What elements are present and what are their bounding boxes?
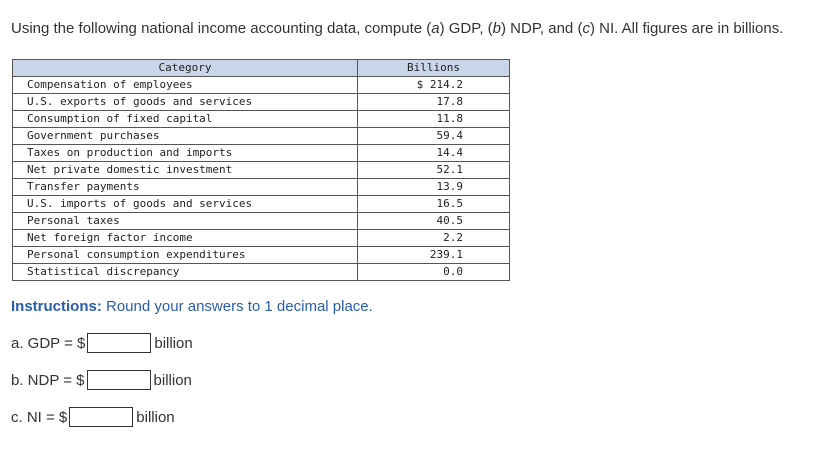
row-value: $ 214.2 xyxy=(358,77,510,94)
instructions xyxy=(11,298,373,315)
row-value: 13.9 xyxy=(358,179,510,196)
ndp-unit: billion xyxy=(153,371,192,389)
ni-unit: billion xyxy=(136,408,175,426)
row-value: 14.4 xyxy=(358,145,510,162)
table-row xyxy=(13,179,510,196)
question-part: Using the following national income accounting data, compute ( xyxy=(11,20,432,37)
answer-row-ni xyxy=(11,407,175,427)
instructions-label: Instructions: xyxy=(11,298,102,315)
row-category: Transfer payments xyxy=(13,179,358,196)
ni-input[interactable] xyxy=(69,407,133,427)
row-category: Net foreign factor income xyxy=(13,230,358,247)
question-part: ) NDP, and ( xyxy=(501,20,583,37)
row-value: 11.8 xyxy=(358,111,510,128)
table-row xyxy=(13,264,510,281)
row-value: 17.8 xyxy=(358,94,510,111)
question-part: ) NI. All figures are in billions. xyxy=(589,20,784,37)
table-header-row xyxy=(13,60,510,77)
row-category: Consumption of fixed capital xyxy=(13,111,358,128)
row-value: 40.5 xyxy=(358,213,510,230)
question-text xyxy=(11,20,783,37)
ndp-input[interactable] xyxy=(87,370,151,390)
ni-label: c. NI = $ xyxy=(11,408,68,426)
row-category: Personal taxes xyxy=(13,213,358,230)
question-part: ) GDP, ( xyxy=(439,20,493,37)
answer-row-gdp xyxy=(11,333,193,353)
question-letter-a: a xyxy=(431,20,440,37)
row-category: U.S. exports of goods and services xyxy=(13,94,358,111)
table-row xyxy=(13,94,510,111)
gdp-unit: billion xyxy=(154,334,193,352)
row-value: 52.1 xyxy=(358,162,510,179)
row-category: Taxes on production and imports xyxy=(13,145,358,162)
table-row xyxy=(13,145,510,162)
header-billions: Billions xyxy=(358,60,510,77)
table-row xyxy=(13,77,510,94)
question-letter-b: b xyxy=(492,20,502,37)
header-category: Category xyxy=(13,60,358,77)
row-category: Compensation of employees xyxy=(13,77,358,94)
gdp-input[interactable] xyxy=(87,333,151,353)
income-data-table xyxy=(12,59,510,281)
table-row xyxy=(13,196,510,213)
table-row xyxy=(13,128,510,145)
row-category: Personal consumption expenditures xyxy=(13,247,358,264)
row-value: 16.5 xyxy=(358,196,510,213)
gdp-label: a. GDP = $ xyxy=(11,334,86,352)
row-category: Government purchases xyxy=(13,128,358,145)
table-row xyxy=(13,247,510,264)
question-letter-c: c xyxy=(582,20,590,37)
table-row xyxy=(13,162,510,179)
row-value: 59.4 xyxy=(358,128,510,145)
answer-row-ndp xyxy=(11,370,192,390)
table-row xyxy=(13,213,510,230)
row-value: 0.0 xyxy=(358,264,510,281)
table-row xyxy=(13,111,510,128)
row-value: 239.1 xyxy=(358,247,510,264)
row-value: 2.2 xyxy=(358,230,510,247)
instructions-text: Round your answers to 1 decimal place. xyxy=(101,298,373,315)
table-row xyxy=(13,230,510,247)
row-category: U.S. imports of goods and services xyxy=(13,196,358,213)
ndp-label: b. NDP = $ xyxy=(11,371,85,389)
row-category: Net private domestic investment xyxy=(13,162,358,179)
row-category: Statistical discrepancy xyxy=(13,264,358,281)
